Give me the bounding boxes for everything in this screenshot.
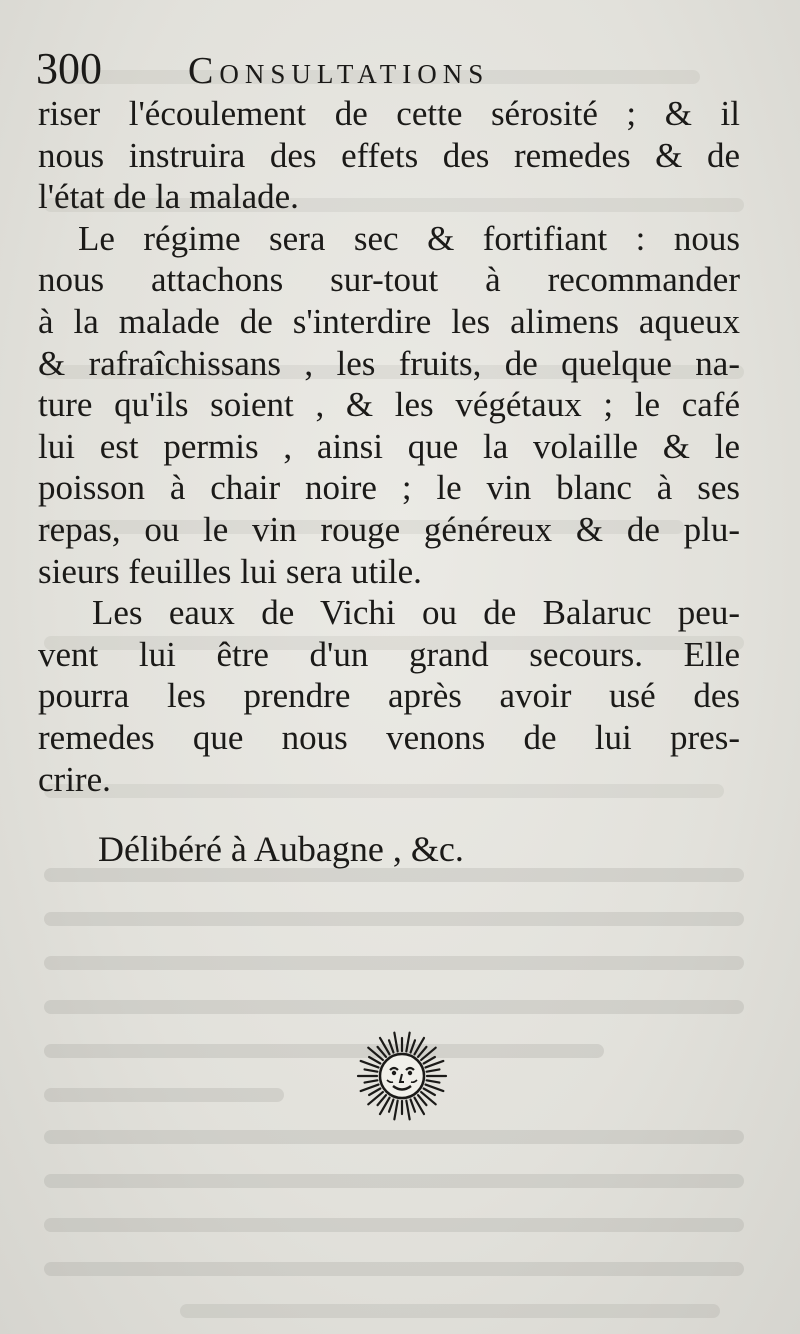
text-line: sieurs feuilles lui sera utile. (38, 551, 422, 591)
sun-ray (365, 1080, 378, 1082)
paragraph-3 (38, 592, 740, 800)
text-line: nous attachons sur-tout à recommander (38, 260, 740, 300)
text-line: l'état de la malade. (38, 177, 299, 217)
sun-ray (369, 1057, 380, 1064)
text-line: poisson à chair noire ; le vin blanc à ses (38, 468, 740, 508)
text-line: Le régime sera sec & fortifiant : nous (78, 218, 740, 258)
text-line: Les eaux de Vichi ou de Balaruc peu- (92, 593, 740, 633)
text-line: riser l'écoulement de cette sérosité ; & il (38, 94, 740, 133)
text-line: remedes que nous venons de lui pres- (38, 717, 740, 757)
text-line: ture qu'ils soient , & les végétaux ; le café (38, 385, 740, 425)
page-number: 300 (36, 44, 102, 93)
sun-ray (394, 1101, 397, 1120)
paragraph-1 (38, 93, 740, 218)
closing-line: Délibéré à Aubagne , &c. (98, 829, 464, 869)
sun-ray (424, 1057, 435, 1064)
sun-ray (406, 1101, 409, 1120)
sun-face-icon (356, 1030, 448, 1122)
sun-ray (406, 1033, 409, 1052)
page-header (36, 44, 756, 94)
sun-ray (411, 1040, 415, 1052)
text-line: & rafraîchissans , les fruits, de quelque na- (38, 343, 740, 383)
sun-ray (369, 1089, 380, 1096)
text-line: crire. (38, 759, 111, 799)
text-line: lui est permis , ainsi que la volaille & le (38, 426, 740, 466)
text-line: à la malade de s'interdire les alimens aqueux (38, 301, 740, 341)
sun-ray (424, 1089, 435, 1096)
running-head: Consultations (188, 50, 490, 92)
sun-ray (411, 1099, 415, 1111)
text-line: repas, ou le vin rouge généreux & de plu- (38, 509, 740, 549)
sun-ray (389, 1040, 393, 1052)
sun-ray (427, 1069, 440, 1071)
paragraph-2 (38, 218, 740, 592)
sun-ray (394, 1033, 397, 1052)
text-line: vent lui être d'un grand secours. Elle (38, 634, 740, 674)
sun-ray (365, 1069, 378, 1071)
body-text (38, 93, 740, 800)
text-line: pourra les prendre après avoir usé des (38, 676, 740, 716)
sun-ray (427, 1080, 440, 1082)
sun-ray (389, 1099, 393, 1111)
text-line: nous instruira des effets des remedes & de (38, 135, 740, 175)
